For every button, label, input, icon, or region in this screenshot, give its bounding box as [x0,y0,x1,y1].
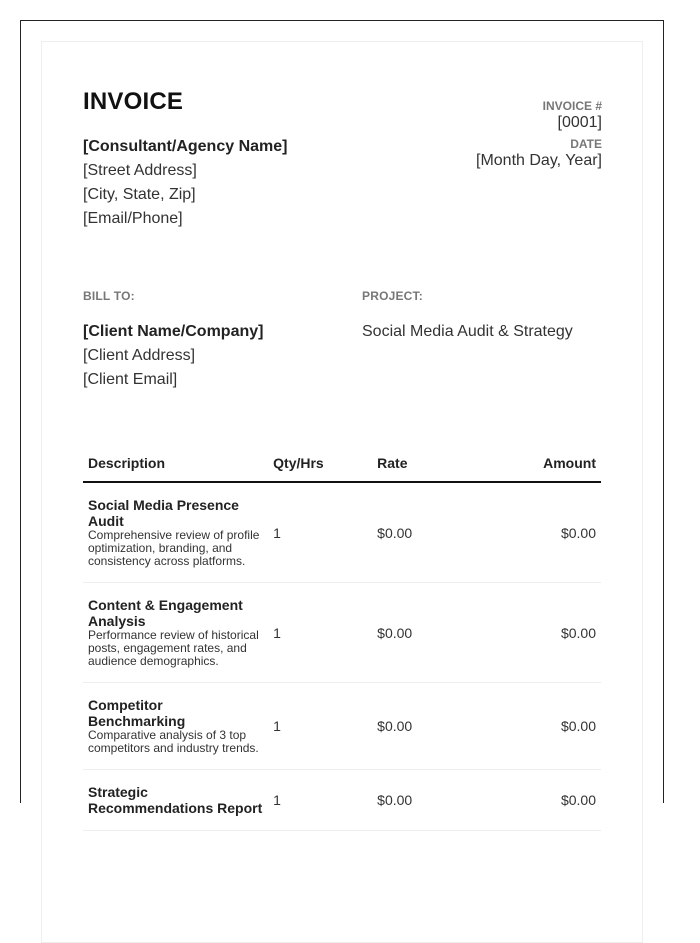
invoice-date-value: [Month Day, Year] [476,152,602,169]
column-header-rate: Rate [372,447,486,482]
item-amount: $0.00 [487,770,601,831]
item-qty: 1 [268,482,372,583]
invoice-meta [382,99,602,175]
item-rate: $0.00 [372,583,486,683]
item-qty: 1 [268,583,372,683]
column-header-qty: Qty/Hrs [268,447,372,482]
table-row [83,583,601,683]
item-qty: 1 [268,683,372,770]
item-description-cell [83,770,268,831]
client-name: [Client Name/Company] [83,323,264,340]
item-description-cell [83,583,268,683]
item-rate: $0.00 [372,770,486,831]
invoice-page [41,41,643,943]
client-email: [Client Email] [83,371,178,388]
bill-to-details [83,320,343,392]
item-description: Performance review of historical posts, engagement rates, and audience demographics. [88,628,259,668]
item-title: Competitor Benchmarking [88,697,186,729]
item-amount: $0.00 [487,683,601,770]
table-row [83,482,601,583]
column-header-amount: Amount [487,447,601,482]
table-row [83,683,601,770]
item-description: Comparative analysis of 3 top competitors and industry trends. [88,728,259,755]
invoice-number-label: INVOICE # [542,99,602,113]
item-rate: $0.00 [372,482,486,583]
item-description-cell [83,683,268,770]
table-row [83,770,601,831]
project-name: Social Media Audit & Strategy [362,323,573,340]
document-viewport [20,20,664,816]
item-title: Social Media Presence Audit [88,497,239,529]
sender-city: [City, State, Zip] [83,186,196,203]
sender-street: [Street Address] [83,162,197,179]
item-description-cell [83,482,268,583]
item-amount: $0.00 [487,583,601,683]
item-title: Content & Engagement Analysis [88,597,243,629]
invoice-title: INVOICE [83,88,184,115]
item-qty: 1 [268,770,372,831]
column-header-description: Description [83,447,268,482]
item-title: Strategic Recommendations Report [88,784,263,816]
item-description: Comprehensive review of profile optimization, branding, and consistency across platforms. [88,528,260,568]
bill-to-label: BILL TO: [83,289,135,303]
item-rate: $0.00 [372,683,486,770]
project-label: PROJECT: [362,289,423,303]
item-amount: $0.00 [487,482,601,583]
table-header-row [83,447,601,482]
invoice-number-value: [0001] [557,114,602,131]
invoice-date-label: DATE [570,137,602,151]
sender-details [83,135,363,231]
line-items-table [83,447,601,831]
sender-name: [Consultant/Agency Name] [83,138,288,155]
client-address: [Client Address] [83,347,196,364]
sender-contact: [Email/Phone] [83,210,183,227]
